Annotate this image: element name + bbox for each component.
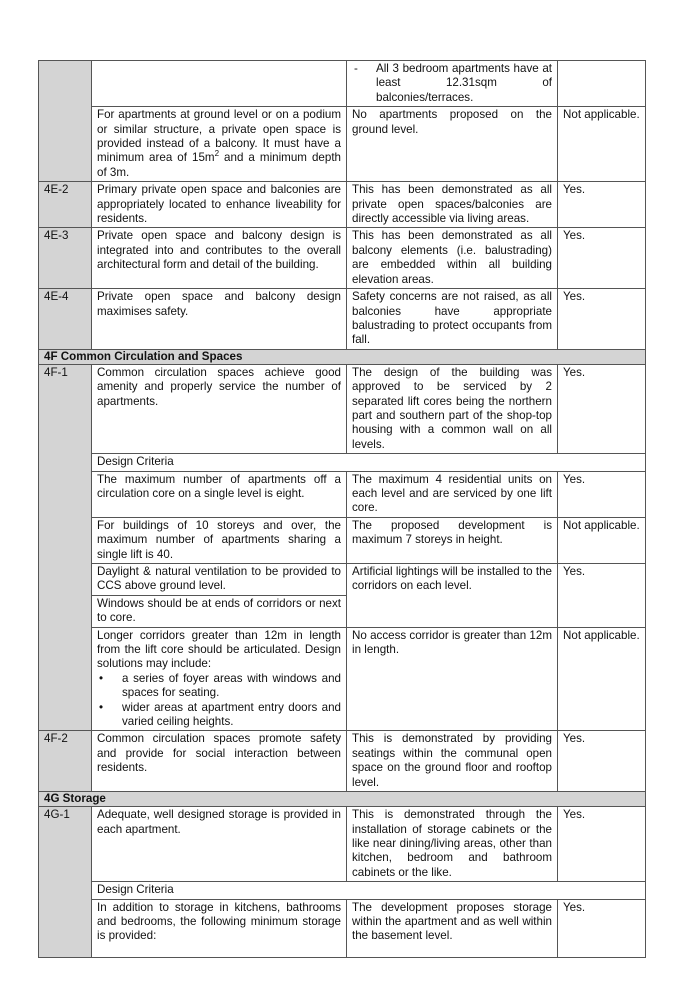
ref-cell: 4E-4 [39,289,92,350]
ref-cell: 4F-1 [39,364,92,731]
design-criteria-label: Design Criteria [92,882,646,899]
compliance-cell: Yes. [558,289,646,350]
criteria-cell: In addition to storage in kitchens, bathrooms and bedrooms, the following minimum storage is provided: [92,899,347,957]
compliance-cell: Not applicable. [558,107,646,182]
comment-cell: No apartments proposed on the ground level. [347,107,558,182]
comment-cell: Artificial lightings will be installed to the corridors on each level. [347,564,558,628]
criteria-cell: The maximum number of apartments off a circulation core on a single level is eight. [92,471,347,517]
bullet-icon: • [99,671,104,685]
bullet-icon: • [99,700,104,714]
table-row [39,627,646,731]
criteria-cell: For buildings of 10 storeys and over, the maximum number of apartments sharing a single lift is 40. [92,517,347,563]
table-row [39,731,646,792]
comment-cell: This has been demonstrated as all balcony elements (i.e. balustrading) are embedded within all building elevation areas. [347,228,558,289]
criteria-cell: Daylight & natural ventilation to be provided to CCS above ground level. [92,564,347,596]
criteria-cell: For apartments at ground level or on a podium or similar structure, a private open space is provided instead of a balcony. It must have a minimum area of $15m^2$ and a minimum depth of 3m. [92,107,347,182]
table-row [39,517,646,563]
table-row [39,807,646,882]
ref-cell: 4E-2 [39,182,92,228]
list-item: - All 3 bedroom apartments have at least 12.31sqm of balconies/terraces. [354,62,552,104]
criteria-cell [92,61,347,107]
comment-cell: The design of the building was approved to be serviced by 2 separated lift cores being the northern part and southern part of the shop-top housing with a common wall on all levels. [347,364,558,453]
compliance-cell: Not applicable. [558,627,646,731]
bullet-list [97,672,341,730]
table-row [39,107,646,182]
comment-cell: This is demonstrated through the installation of storage cabinets or the like near dining/living areas, other than kitchen, bedroom and bathroom cabinets or the like. [347,807,558,882]
section-heading: 4F Common Circulation and Spaces [39,349,646,364]
compliance-cell: Yes. [558,182,646,228]
compliance-cell: Yes. [558,807,646,882]
comment-cell: The proposed development is maximum 7 storeys in height. [347,517,558,563]
ref-cell: 4G-1 [39,807,92,957]
table-row [39,364,646,453]
compliance-cell: Yes. [558,364,646,453]
criteria-cell: Adequate, well designed storage is provided in each apartment. [92,807,347,882]
compliance-cell: Yes. [558,471,646,517]
list-item: • a series of foyer areas with windows and spaces for seating. [99,671,341,700]
comment-cell [347,61,558,107]
comment-cell: No access corridor is greater than 12m in length. [347,627,558,731]
list-item: • wider areas at apartment entry doors and varied ceiling heights. [99,700,341,729]
table-row [39,61,646,107]
table-row [39,564,646,596]
table-row [39,454,646,471]
section-heading: 4G Storage [39,792,646,807]
table-row [39,882,646,899]
compliance-cell: Not applicable. [558,517,646,563]
table-row [39,228,646,289]
criteria-cell: Private open space and balcony design is integrated into and contributes to the overall architectural form and detail of the building. [92,228,347,289]
compliance-cell: Yes. [558,228,646,289]
criteria-cell: Longer corridors greater than 12m in length from the lift core should be articulated. Design solutions may include: • a series of foyer areas with windows and spaces for seating. • wider areas at apartment entry doors and varied ceiling heights. [92,627,347,731]
comment-cell: The maximum 4 residential units on each level and are serviced by one lift core. [347,471,558,517]
criteria-cell: Common circulation spaces promote safety and provide for social interaction between residents. [92,731,347,792]
criteria-cell: Primary private open space and balconies are appropriately located to enhance liveability for residents. [92,182,347,228]
compliance-cell: Yes. [558,564,646,628]
ref-cell: 4F-2 [39,731,92,792]
comment-cell: This is demonstrated by providing seatings within the communal open space on the ground floor and rooftop level. [347,731,558,792]
table-row [39,471,646,517]
ref-cell [39,61,92,182]
table-row [39,899,646,957]
comment-cell: The development proposes storage within the apartment and as well within the basement level. [347,899,558,957]
compliance-table [38,60,646,958]
criteria-cell: Private open space and balcony design maximises safety. [92,289,347,350]
section-heading-row [39,349,646,364]
dash-bullet: - [354,62,358,75]
comment-cell: Safety concerns are not raised, as all balconies have appropriate balustrading to protect occupants from fall. [347,289,558,350]
compliance-cell: Yes. [558,899,646,957]
compliance-cell: Yes. [558,731,646,792]
criteria-cell: Common circulation spaces achieve good amenity and properly service the number of apartments. [92,364,347,453]
table-row [39,289,646,350]
ref-cell: 4E-3 [39,228,92,289]
design-criteria-label: Design Criteria [92,454,646,471]
superscript: 2 [214,149,220,159]
comment-cell: This has been demonstrated as all private open spaces/balconies are directly accessible via living areas. [347,182,558,228]
section-heading-row [39,792,646,807]
criteria-cell: Windows should be at ends of corridors or next to core. [92,595,347,627]
table-row [39,182,646,228]
compliance-cell [558,61,646,107]
